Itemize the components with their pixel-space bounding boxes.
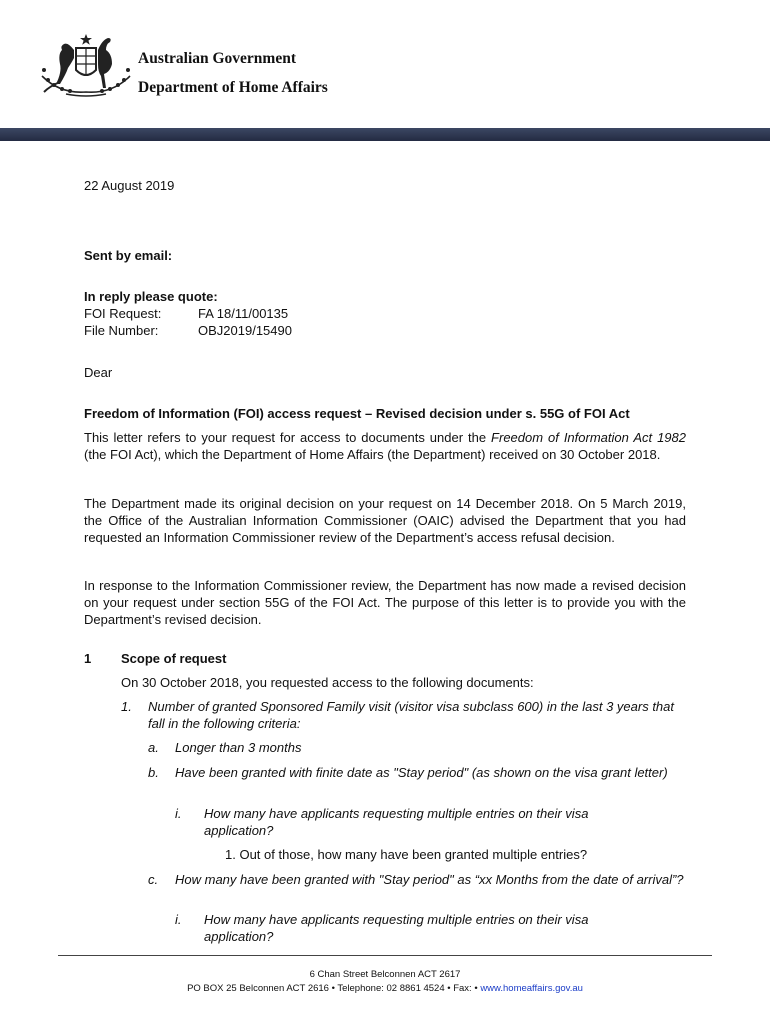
file-number-value: OBJ2019/15490 xyxy=(198,323,292,338)
item-b-letter: b. xyxy=(148,765,159,780)
letter-subject: Freedom of Information (FOI) access request – Revised decision under s. 55G of FOI Act xyxy=(84,406,630,421)
p1-act-title: Freedom of Information Act 1982 xyxy=(491,430,686,445)
item-1-number: 1. xyxy=(121,699,132,714)
item-c-letter: c. xyxy=(148,872,159,887)
item-c-i-text: How many have applicants requesting multiple entries on their visa application? xyxy=(204,912,589,944)
header-band xyxy=(0,128,770,141)
section-1-intro: On 30 October 2018, you requested access to the following documents: xyxy=(121,675,534,690)
foi-request-label: FOI Request: xyxy=(84,306,162,321)
org-name: Australian Government xyxy=(138,50,297,67)
paragraph-3: In response to the Information Commissioner review, the Department has now made a revised decision on your request under section 55G of the FOI Act. The purpose of this letter is to provide you with the Department’s revised decision. xyxy=(84,578,686,627)
paragraph-2: The Department made its original decision on your request on 14 December 2018. On 5 March 2019, the Office of the Australian Information Commissioner (OAIC) advised the Department that you had requested an Information Commissioner review of the Department’s access refusal decision. xyxy=(84,496,686,545)
item-b-i-1-text: 1. Out of those, how many have been granted multiple entries? xyxy=(225,847,588,862)
footer-address: 6 Chan Street Belconnen ACT 2617 xyxy=(309,969,461,980)
foi-request-value: FA 18/11/00135 xyxy=(198,306,289,321)
item-a-letter: a. xyxy=(148,740,159,755)
paragraph-1 xyxy=(84,429,686,463)
p1-text-a: This letter refers to your request for access to documents under the xyxy=(84,430,492,445)
reply-quote-heading: In reply please quote: xyxy=(84,289,218,304)
section-1-number: 1 xyxy=(84,651,92,666)
item-a-text: Longer than 3 months xyxy=(175,740,302,755)
website-link[interactable]: www.homeaffairs.gov.au xyxy=(480,983,583,994)
item-b-i-text: How many have applicants requesting multiple entries on their visa application? xyxy=(204,806,589,838)
salutation: Dear xyxy=(84,365,113,380)
item-b-i-numeral: i. xyxy=(175,806,182,821)
file-number-label: File Number: xyxy=(84,323,159,338)
footer-contact-text: PO BOX 25 Belconnen ACT 2616 • Telephone: 02 8861 4524 • Fax: • xyxy=(187,983,481,994)
department-name: Department of Home Affairs xyxy=(138,79,328,96)
footer-contact xyxy=(0,982,770,995)
letter-date: 22 August 2019 xyxy=(84,178,175,193)
p1-text-b: (the FOI Act), which the Department of Home Affairs (the Department) received on 30 October 2018. xyxy=(84,447,661,462)
section-1-title: Scope of request xyxy=(121,651,227,666)
footer-rule xyxy=(58,955,712,956)
item-b-text: Have been granted with finite date as "Stay period" (as shown on the visa grant letter) xyxy=(175,765,668,780)
item-c-i-numeral: i. xyxy=(175,912,182,927)
sent-by: Sent by email: xyxy=(84,248,173,263)
item-c-text: How many have been granted with "Stay period" as “xx Months from the date of arrival”? xyxy=(175,872,684,887)
coat-of-arms-logo xyxy=(40,32,132,98)
item-1-text: Number of granted Sponsored Family visit (visitor visa subclass 600) in the last 3 years that fall in the following criteria: xyxy=(148,699,675,731)
